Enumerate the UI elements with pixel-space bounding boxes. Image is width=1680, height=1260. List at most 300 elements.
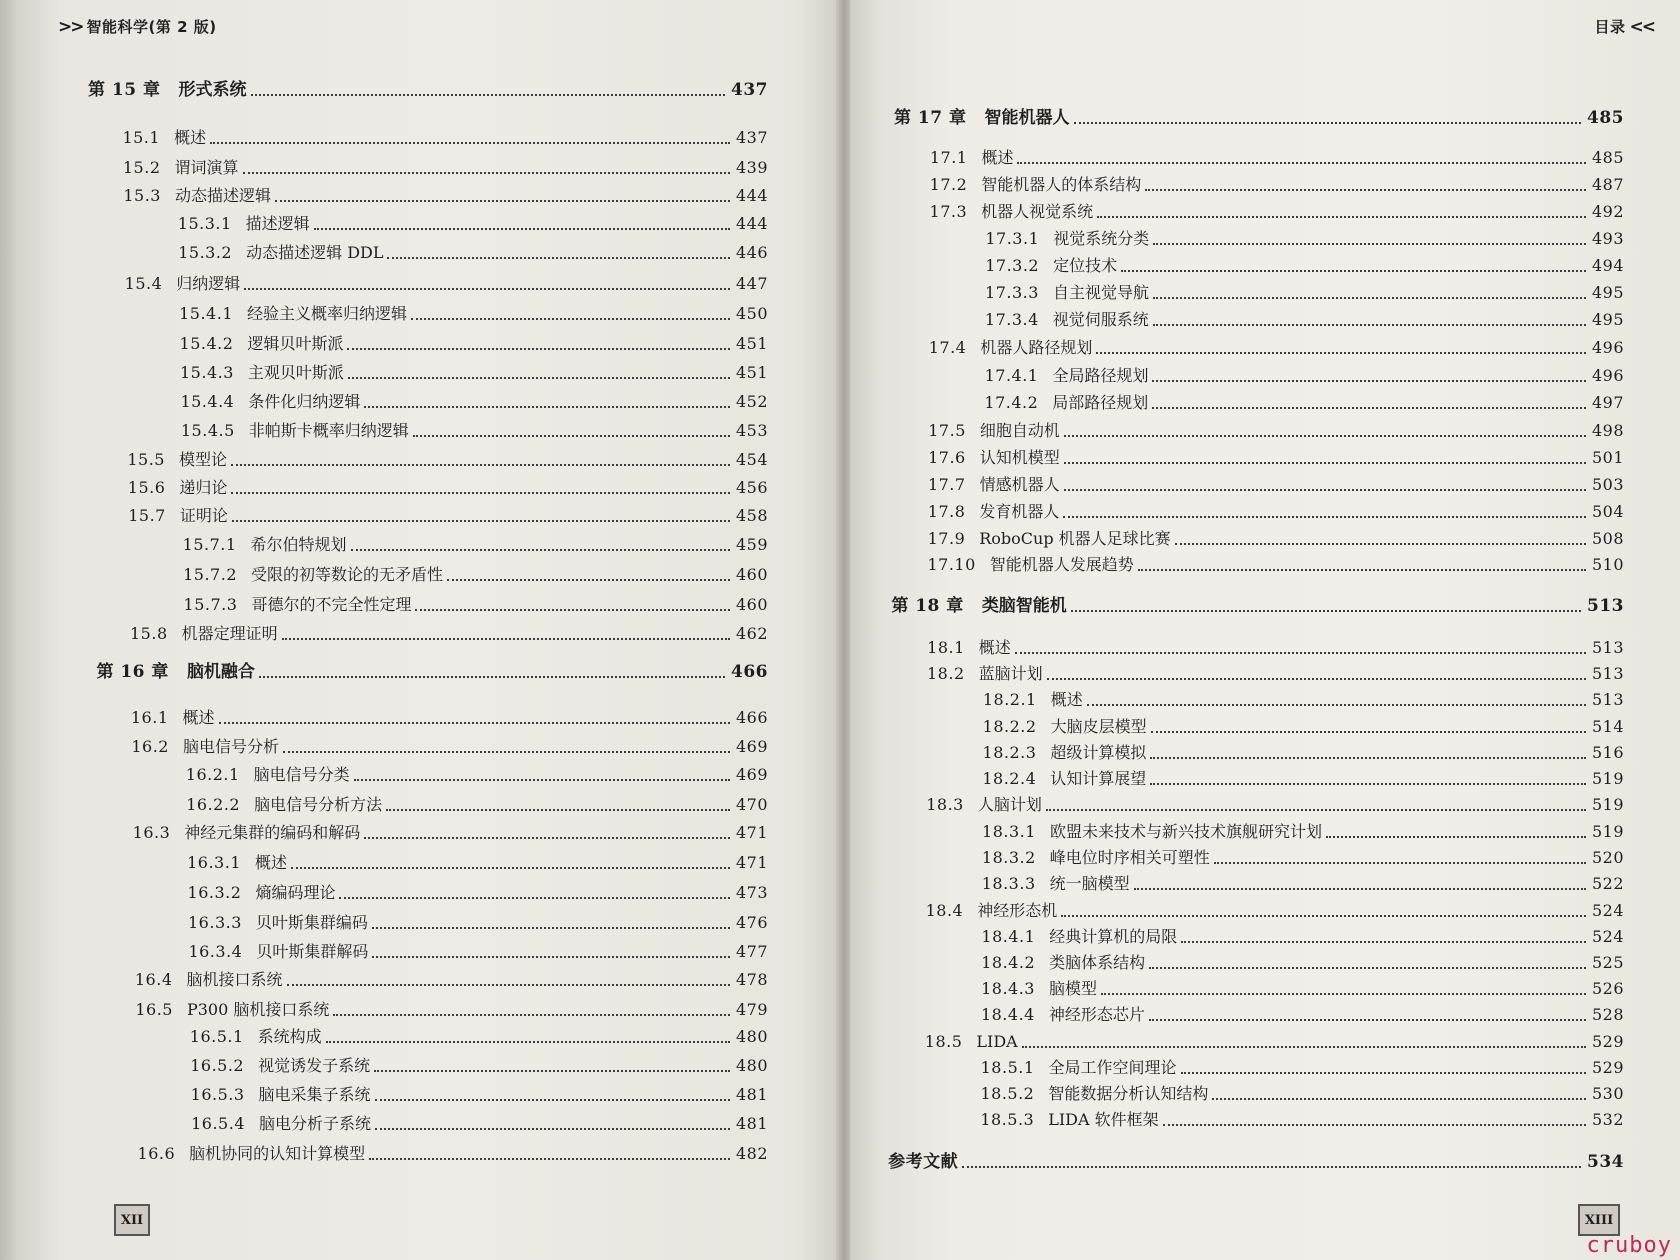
dot-leader (232, 519, 730, 522)
dot-leader (387, 256, 729, 259)
subsection-entry (985, 283, 1624, 303)
dot-leader (1152, 379, 1585, 382)
entry-number: 18.3.2 (981, 848, 1036, 867)
entry-page-number: 444 (735, 214, 768, 233)
dot-leader (1150, 756, 1586, 759)
entry-title: 概述 (174, 128, 207, 147)
section-entry (133, 823, 768, 843)
entry-title: 脑机协同的认知计算模型 (189, 1144, 366, 1163)
right-folio: XIII (1578, 1204, 1620, 1236)
entry-page-number: 497 (1591, 393, 1624, 412)
entry-number: 18.5.3 (980, 1110, 1035, 1129)
dot-leader (1151, 730, 1586, 733)
entry-number: 17.3.2 (985, 256, 1040, 275)
entry-number: 第 15 章 (88, 80, 161, 100)
dot-leader (1087, 703, 1586, 706)
entry-title: 人脑计划 (977, 795, 1042, 814)
entry-page-number: 516 (1591, 743, 1624, 762)
entry-title: 脑电采集子系统 (258, 1085, 371, 1104)
entry-number: 18.4.1 (981, 927, 1036, 946)
entry-title: 形式系统 (178, 80, 247, 100)
entry-page-number: 487 (1591, 175, 1624, 194)
dot-leader (1326, 835, 1586, 838)
entry-title: 哥德尔的不完全性定理 (251, 595, 412, 614)
entry-page-number: 477 (735, 942, 768, 961)
entry-number: 16.3 (132, 823, 171, 842)
dot-leader (1149, 1018, 1586, 1021)
entry-number: 16.3.4 (188, 942, 243, 961)
entry-page-number: 513 (1591, 664, 1624, 683)
entry-page-number: 469 (735, 737, 768, 756)
entry-title: 系统构成 (257, 1027, 322, 1046)
entry-page-number: 466 (731, 662, 768, 682)
section-entry (929, 338, 1624, 358)
head-marker-right: << (1629, 17, 1654, 37)
section-entry (131, 737, 768, 757)
entry-title: 动态描述逻辑 DDL (246, 243, 384, 262)
dot-leader (1145, 188, 1586, 191)
entry-number: 参考文献 (888, 1152, 959, 1172)
entry-page-number: 473 (735, 883, 768, 902)
entry-page-number: 496 (1591, 338, 1624, 357)
entry-title: 神经形态机 (977, 901, 1058, 920)
entry-title: 自主视觉导航 (1052, 283, 1149, 302)
dot-leader (348, 376, 730, 379)
entry-number: 15.1 (122, 128, 161, 147)
entry-title: 视觉伺服系统 (1052, 310, 1149, 329)
entry-page-number: 529 (1591, 1032, 1624, 1051)
dot-leader (326, 1040, 730, 1043)
dot-leader (314, 227, 730, 230)
entry-title: 递归论 (179, 478, 228, 497)
section-entry (138, 1144, 768, 1164)
entry-title: 类脑智能机 (981, 596, 1067, 616)
entry-page-number: 437 (731, 80, 768, 100)
right-page (850, 0, 1680, 1260)
dot-leader (291, 866, 730, 869)
entry-number: 15.6 (127, 478, 166, 497)
entry-title: 神经形态芯片 (1048, 1005, 1145, 1024)
entry-page-number: 526 (1591, 979, 1624, 998)
subsection-entry (178, 243, 768, 263)
subsection-entry (985, 229, 1624, 249)
entry-number: 第 16 章 (96, 662, 169, 682)
entry-page-number: 485 (1587, 108, 1624, 128)
entry-number: 15.7.3 (183, 595, 238, 614)
entry-number: 17.9 (927, 529, 966, 548)
dot-leader (1063, 515, 1586, 518)
section-entry (930, 202, 1624, 222)
subsection-entry (982, 848, 1624, 868)
section-entry (930, 148, 1624, 168)
entry-title: RoboCup 机器人足球比赛 (979, 529, 1171, 548)
entry-title: 经验主义概率归纳逻辑 (247, 304, 408, 323)
entry-page-number: 519 (1591, 769, 1624, 788)
entry-title: 全局工作空间理论 (1048, 1058, 1177, 1077)
entry-title: 归纳逻辑 (176, 274, 241, 293)
entry-number: 18.2.3 (982, 743, 1037, 762)
section-entry (128, 478, 768, 498)
dot-leader (375, 1098, 730, 1101)
entry-page-number: 453 (735, 421, 768, 440)
dot-leader (1163, 1123, 1586, 1126)
section-entry (926, 901, 1624, 921)
entry-title: LIDA (976, 1032, 1018, 1051)
subsection-entry (179, 304, 768, 324)
dot-leader (1064, 434, 1586, 437)
entry-number: 15.4 (124, 274, 163, 293)
entry-title: 贝叶斯集群解码 (256, 942, 369, 961)
entry-number: 18.4.3 (981, 979, 1035, 998)
entry-number: 16.5.1 (189, 1027, 244, 1046)
dot-leader (1138, 568, 1586, 571)
entry-page-number: 513 (1587, 596, 1624, 616)
entry-number: 16.3.3 (188, 913, 242, 932)
dot-leader (1061, 914, 1586, 917)
left-page (0, 0, 838, 1260)
entry-title: 脑机融合 (186, 662, 255, 682)
entry-page-number: 452 (735, 392, 768, 411)
entry-title: 发育机器人 (979, 502, 1060, 521)
dot-leader (1181, 1071, 1586, 1074)
entry-number: 17.5 (928, 421, 966, 440)
entry-number: 15.3.2 (178, 243, 233, 262)
entry-title: 动态描述逻辑 (174, 186, 271, 205)
dot-leader (415, 608, 730, 611)
entry-title: 神经元集群的编码和解码 (184, 823, 361, 842)
subsection-entry (981, 1005, 1624, 1025)
entry-page-number: 447 (735, 274, 768, 293)
dot-leader (244, 287, 730, 290)
entry-title: 细胞自动机 (979, 421, 1060, 440)
entry-title: 类脑体系结构 (1049, 953, 1146, 972)
entry-title: 超级计算模拟 (1050, 743, 1147, 762)
section-entry (125, 274, 768, 294)
dot-leader (372, 926, 730, 929)
subsection-entry (187, 853, 768, 873)
entry-title: 证明论 (179, 506, 228, 525)
dot-leader (1074, 121, 1582, 124)
entry-title: 脑电信号分类 (253, 765, 350, 784)
subsection-entry (181, 421, 768, 441)
entry-title: 逻辑贝叶斯派 (247, 334, 344, 353)
entry-number: 16.6 (137, 1144, 176, 1163)
entry-page-number: 493 (1591, 229, 1624, 248)
section-entry (131, 708, 768, 728)
subsection-entry (984, 393, 1624, 413)
entry-number: 18.1 (927, 638, 965, 657)
dot-leader (231, 491, 730, 494)
entry-title: 视觉系统分类 (1053, 229, 1150, 248)
left-folio: XII (114, 1204, 150, 1236)
entry-page-number: 479 (735, 1000, 768, 1019)
entry-number: 16.5 (135, 1000, 173, 1019)
entry-page-number: 471 (735, 853, 768, 872)
entry-title: 贝叶斯集群编码 (255, 913, 368, 932)
section-entry (928, 475, 1624, 495)
entry-page-number: 481 (735, 1114, 768, 1133)
entry-page-number: 451 (735, 334, 768, 353)
entry-number: 16.1 (130, 708, 169, 727)
dot-leader (1152, 406, 1586, 409)
section-entry (127, 450, 768, 470)
entry-title: 描述逻辑 (245, 214, 310, 233)
dot-leader (354, 778, 730, 781)
entry-page-number: 480 (735, 1027, 768, 1046)
entry-title: 峰电位时序相关可塑性 (1049, 848, 1210, 867)
entry-number: 17.10 (927, 555, 976, 574)
entry-page-number: 494 (1591, 256, 1624, 275)
entry-page-number: 513 (1591, 638, 1624, 657)
entry-page-number: 498 (1591, 421, 1624, 440)
entry-number: 15.7 (128, 506, 166, 525)
entry-page-number: 481 (735, 1085, 768, 1104)
section-entry (927, 638, 1624, 658)
entry-page-number: 478 (735, 970, 768, 989)
entry-title: 概述 (981, 148, 1014, 167)
entry-number: 17.6 (928, 448, 966, 467)
subsection-entry (982, 769, 1624, 789)
entry-number: 16.2.1 (185, 765, 240, 784)
entry-page-number: 444 (735, 186, 768, 205)
entry-number: 15.7.2 (183, 565, 237, 584)
entry-number: 18.4 (925, 901, 964, 920)
entry-page-number: 459 (735, 535, 768, 554)
dot-leader (1153, 296, 1586, 299)
right-running-head-text: 目录 (1594, 18, 1626, 36)
entry-number: 17.3 (929, 202, 968, 221)
dot-leader (210, 141, 730, 144)
dot-leader (374, 1069, 730, 1072)
entry-page-number: 520 (1591, 848, 1624, 867)
entry-page-number: 532 (1591, 1110, 1624, 1129)
subsection-entry (183, 535, 768, 555)
dot-leader (259, 675, 725, 678)
entry-title: 认知机模型 (979, 448, 1060, 467)
entry-page-number: 480 (735, 1056, 768, 1075)
entry-title: 智能数据分析认知结构 (1048, 1084, 1209, 1103)
entry-title: 经典计算机的局限 (1049, 927, 1178, 946)
entry-title: 非帕斯卡概率归纳逻辑 (248, 421, 409, 440)
dot-leader (1121, 269, 1586, 272)
entry-page-number: 469 (735, 765, 768, 784)
chapter-entry (891, 596, 1624, 616)
entry-page-number: 446 (735, 243, 768, 262)
dot-leader (364, 405, 730, 408)
entry-title: 机器人路径规划 (980, 338, 1093, 357)
chapter-entry (96, 662, 768, 682)
subsection-entry (178, 214, 768, 234)
section-entry (130, 624, 768, 644)
entry-title: 概述 (182, 708, 215, 727)
watermark: cruboy (1586, 1233, 1672, 1258)
entry-title: 视觉诱发子系统 (258, 1056, 371, 1075)
entry-title: 脑机接口系统 (186, 970, 283, 989)
dot-leader (1015, 651, 1586, 654)
entry-page-number: 476 (735, 913, 768, 932)
entry-number: 15.4.5 (180, 421, 235, 440)
entry-number: 16.5.3 (190, 1085, 245, 1104)
entry-number: 18.2.2 (982, 717, 1037, 736)
entry-page-number: 450 (735, 304, 768, 323)
entry-title: 智能机器人的体系结构 (981, 175, 1142, 194)
entry-page-number: 460 (735, 565, 768, 584)
subsection-entry (191, 1085, 768, 1105)
entry-number: 17.4 (928, 338, 967, 357)
subsection-entry (180, 392, 768, 412)
entry-title: 情感机器人 (979, 475, 1060, 494)
dot-leader (1097, 215, 1586, 218)
entry-page-number: 510 (1591, 555, 1624, 574)
entry-number: 17.3.4 (984, 310, 1039, 329)
entry-page-number: 482 (735, 1144, 768, 1163)
subsection-entry (180, 334, 768, 354)
section-entry (128, 506, 768, 526)
chapter-entry (888, 1152, 1624, 1172)
entry-number: 18.3.1 (982, 822, 1036, 841)
entry-title: LIDA 软件框架 (1048, 1110, 1159, 1129)
dot-leader (333, 1013, 730, 1016)
dot-leader (243, 171, 730, 174)
entry-page-number: 525 (1591, 953, 1624, 972)
dot-leader (375, 1127, 730, 1130)
dot-leader (1047, 677, 1586, 680)
entry-page-number: 462 (735, 624, 768, 643)
dot-leader (282, 637, 730, 640)
entry-title: P300 脑机接口系统 (186, 1000, 330, 1019)
entry-page-number: 504 (1591, 502, 1624, 521)
entry-page-number: 466 (735, 708, 768, 727)
entry-number: 17.1 (929, 148, 968, 167)
entry-page-number: 522 (1591, 874, 1624, 893)
entry-title: 全局路径规划 (1052, 366, 1149, 385)
subsection-entry (188, 942, 768, 962)
subsection-entry (184, 595, 768, 615)
entry-number: 17.3.1 (985, 229, 1040, 248)
entry-title: 熵编码理论 (255, 883, 336, 902)
entry-number: 第 18 章 (891, 596, 964, 616)
entry-number: 15.8 (130, 624, 168, 643)
dot-leader (219, 721, 730, 724)
subsection-entry (982, 822, 1624, 842)
entry-title: 概述 (978, 638, 1011, 657)
right-running-head (1594, 16, 1658, 37)
section-entry (927, 664, 1624, 684)
head-marker-left: >> (58, 17, 83, 37)
entry-page-number: 460 (735, 595, 768, 614)
entry-page-number: 514 (1591, 717, 1624, 736)
subsection-entry (190, 1056, 768, 1076)
dot-leader (1064, 461, 1586, 464)
entry-title: 概述 (1050, 690, 1083, 709)
dot-leader (411, 317, 730, 320)
entry-title: 脑模型 (1048, 979, 1097, 998)
entry-title: 条件化归纳逻辑 (248, 392, 361, 411)
dot-leader (347, 347, 730, 350)
dot-leader (1214, 861, 1586, 864)
entry-title: 机器人视觉系统 (981, 202, 1094, 221)
entry-page-number: 495 (1591, 283, 1624, 302)
subsection-entry (981, 927, 1624, 947)
entry-page-number: 534 (1587, 1152, 1624, 1172)
entry-page-number: 530 (1591, 1084, 1624, 1103)
entry-title: 蓝脑计划 (978, 664, 1043, 683)
subsection-entry (180, 363, 768, 383)
entry-page-number: 519 (1591, 795, 1624, 814)
entry-page-number: 451 (735, 363, 768, 382)
entry-number: 15.4.2 (179, 334, 234, 353)
entry-number: 15.3 (123, 186, 161, 205)
dot-leader (1212, 1097, 1586, 1100)
entry-number: 17.3.3 (985, 283, 1039, 302)
entry-page-number: 508 (1591, 529, 1624, 548)
section-entry (928, 448, 1624, 468)
dot-leader (275, 199, 730, 202)
subsection-entry (191, 1114, 768, 1134)
subsection-entry (980, 1084, 1624, 1104)
subsection-entry (983, 717, 1624, 737)
entry-page-number: 485 (1591, 148, 1624, 167)
subsection-entry (190, 1027, 768, 1047)
entry-number: 18.5.2 (980, 1084, 1035, 1103)
dot-leader (1071, 609, 1581, 612)
dot-leader (1101, 992, 1586, 995)
entry-number: 18.2.1 (982, 690, 1037, 709)
entry-page-number: 458 (735, 506, 768, 525)
section-entry (135, 1000, 768, 1020)
entry-number: 15.4.3 (180, 363, 234, 382)
dot-leader (386, 808, 730, 811)
dot-leader (1096, 351, 1586, 354)
entry-title: 脑电信号分析 (182, 737, 279, 756)
entry-title: 智能机器人发展趋势 (989, 555, 1134, 574)
section-entry (122, 128, 768, 148)
entry-number: 18.5.1 (980, 1058, 1035, 1077)
dot-leader (251, 93, 726, 96)
dot-leader (372, 955, 730, 958)
entry-title: 脑电信号分析方法 (254, 795, 383, 814)
subsection-entry (186, 765, 768, 785)
dot-leader (351, 548, 730, 551)
dot-leader (369, 1157, 730, 1160)
section-entry (930, 175, 1624, 195)
dot-leader (1153, 242, 1586, 245)
entry-number: 15.4.4 (180, 392, 235, 411)
subsection-entry (985, 366, 1624, 386)
entry-title: 局部路径规划 (1052, 393, 1149, 412)
entry-number: 15.5 (127, 450, 165, 469)
entry-number: 15.7.1 (182, 535, 237, 554)
dot-leader (231, 463, 730, 466)
subsection-entry (188, 883, 768, 903)
dot-leader (1149, 966, 1586, 969)
entry-number: 18.2.4 (982, 769, 1037, 788)
entry-number: 18.4.4 (980, 1005, 1035, 1024)
dot-leader (1153, 323, 1586, 326)
entry-title: 主观贝叶斯派 (247, 363, 344, 382)
entry-page-number: 528 (1591, 1005, 1624, 1024)
section-entry (928, 421, 1624, 441)
section-entry (123, 186, 768, 206)
entry-number: 17.4.1 (984, 366, 1039, 385)
subsection-entry (186, 795, 768, 815)
entry-number: 16.5.4 (191, 1114, 245, 1133)
dot-leader (1022, 1045, 1586, 1048)
dot-leader (1181, 940, 1586, 943)
entry-number: 18.5 (924, 1032, 963, 1051)
entry-title: 定位技术 (1053, 256, 1118, 275)
entry-title: 智能机器人 (984, 108, 1070, 128)
